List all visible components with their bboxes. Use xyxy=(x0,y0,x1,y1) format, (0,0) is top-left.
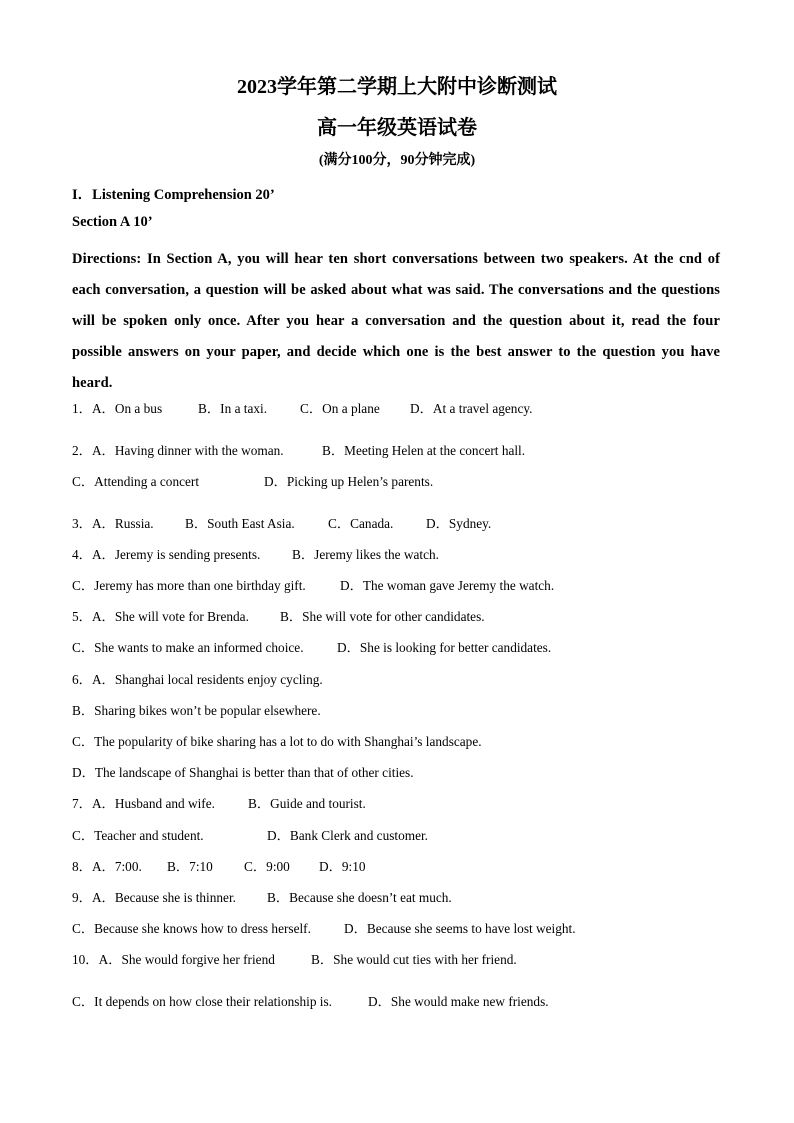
q4-option-a: 4．A．Jeremy is sending presents. xyxy=(72,547,261,562)
q6-option-a: 6．A．Shanghai local residents enjoy cycling. xyxy=(72,672,323,687)
q2-option-a: 2．A．Having dinner with the woman. xyxy=(72,443,284,458)
q9-option-a: 9．A．Because she is thinner. xyxy=(72,890,236,905)
q5-option-b: B．She will vote for other candidates. xyxy=(280,609,485,624)
q1-option-c: C．On a plane xyxy=(300,401,380,416)
q4-option-b: B．Jeremy likes the watch. xyxy=(292,547,439,562)
directions-label: Directions: xyxy=(72,251,142,267)
directions-text: In Section A, you will hear ten short conversations between two speakers. At the cnd of each conversation, a question will be asked about what was said. The conversations and the questions will be spoken only once. After you hear a conversation and the question about it, read the four possible answers on your paper, and decide which one is the best answer to the question you have heard. xyxy=(72,251,720,391)
exam-title: 2023学年第二学期上大附中诊断测试 xyxy=(237,76,557,98)
q4-option-c: C．Jeremy has more than one birthday gift. xyxy=(72,578,306,593)
q8-option-c: C．9:00 xyxy=(244,859,290,874)
exam-subtitle: 高一年级英语试卷 xyxy=(317,117,477,139)
q7-option-a: 7．A．Husband and wife. xyxy=(72,796,215,811)
q7-option-d: D．Bank Clerk and customer. xyxy=(267,828,429,843)
q2-option-d: D．Picking up Helen’s parents. xyxy=(264,474,434,489)
q10-option-a: 10．A．She would forgive her friend xyxy=(72,952,275,967)
q6-option-d: D．The landscape of Shanghai is better than that of other cities. xyxy=(72,765,414,780)
q6-option-c: C．The popularity of bike sharing has a lot to do with Shanghai’s landscape. xyxy=(72,734,482,749)
exam-note: (满分100分，90分钟完成) xyxy=(318,153,476,168)
q2-option-b: B．Meeting Helen at the concert hall. xyxy=(322,443,526,458)
directions-paragraph xyxy=(72,244,720,399)
q1-option-d: D．At a travel agency. xyxy=(410,401,533,416)
q9-option-c: C．Because she knows how to dress herself. xyxy=(72,921,311,936)
q3-option-d: D．Sydney. xyxy=(426,516,492,531)
q1-option-b: B．In a taxi. xyxy=(198,401,268,416)
q7-option-c: C．Teacher and student. xyxy=(72,828,204,843)
part-heading: I．Listening Comprehension 20’ xyxy=(72,187,275,203)
q5-option-d: D．She is looking for better candidates. xyxy=(337,640,552,655)
q8-option-d: D．9:10 xyxy=(319,859,366,874)
q5-option-c: C．She wants to make an informed choice. xyxy=(72,640,304,655)
q9-option-b: B．Because she doesn’t eat much. xyxy=(267,890,452,905)
q4-option-d: D．The woman gave Jeremy the watch. xyxy=(340,578,555,593)
section-heading: Section A 10’ xyxy=(72,214,153,230)
q8-option-b: B．7:10 xyxy=(167,859,213,874)
q6-option-b: B．Sharing bikes won’t be popular elsewhere. xyxy=(72,703,321,718)
q3-option-b: B．South East Asia. xyxy=(185,516,295,531)
q1-option-a: 1．A．On a bus xyxy=(72,401,163,416)
q3-option-a: 3．A．Russia. xyxy=(72,516,154,531)
q7-option-b: B．Guide and tourist. xyxy=(248,796,366,811)
q10-option-b: B．She would cut ties with her friend. xyxy=(311,952,517,967)
q8-option-a: 8．A．7:00. xyxy=(72,859,142,874)
q3-option-c: C．Canada. xyxy=(328,516,394,531)
q10-option-d: D．She would make new friends. xyxy=(368,994,549,1009)
q10-option-c: C．It depends on how close their relationship is. xyxy=(72,994,332,1009)
q2-option-c: C．Attending a concert xyxy=(72,474,200,489)
q5-option-a: 5．A．She will vote for Brenda. xyxy=(72,609,249,624)
q9-option-d: D．Because she seems to have lost weight. xyxy=(344,921,576,936)
